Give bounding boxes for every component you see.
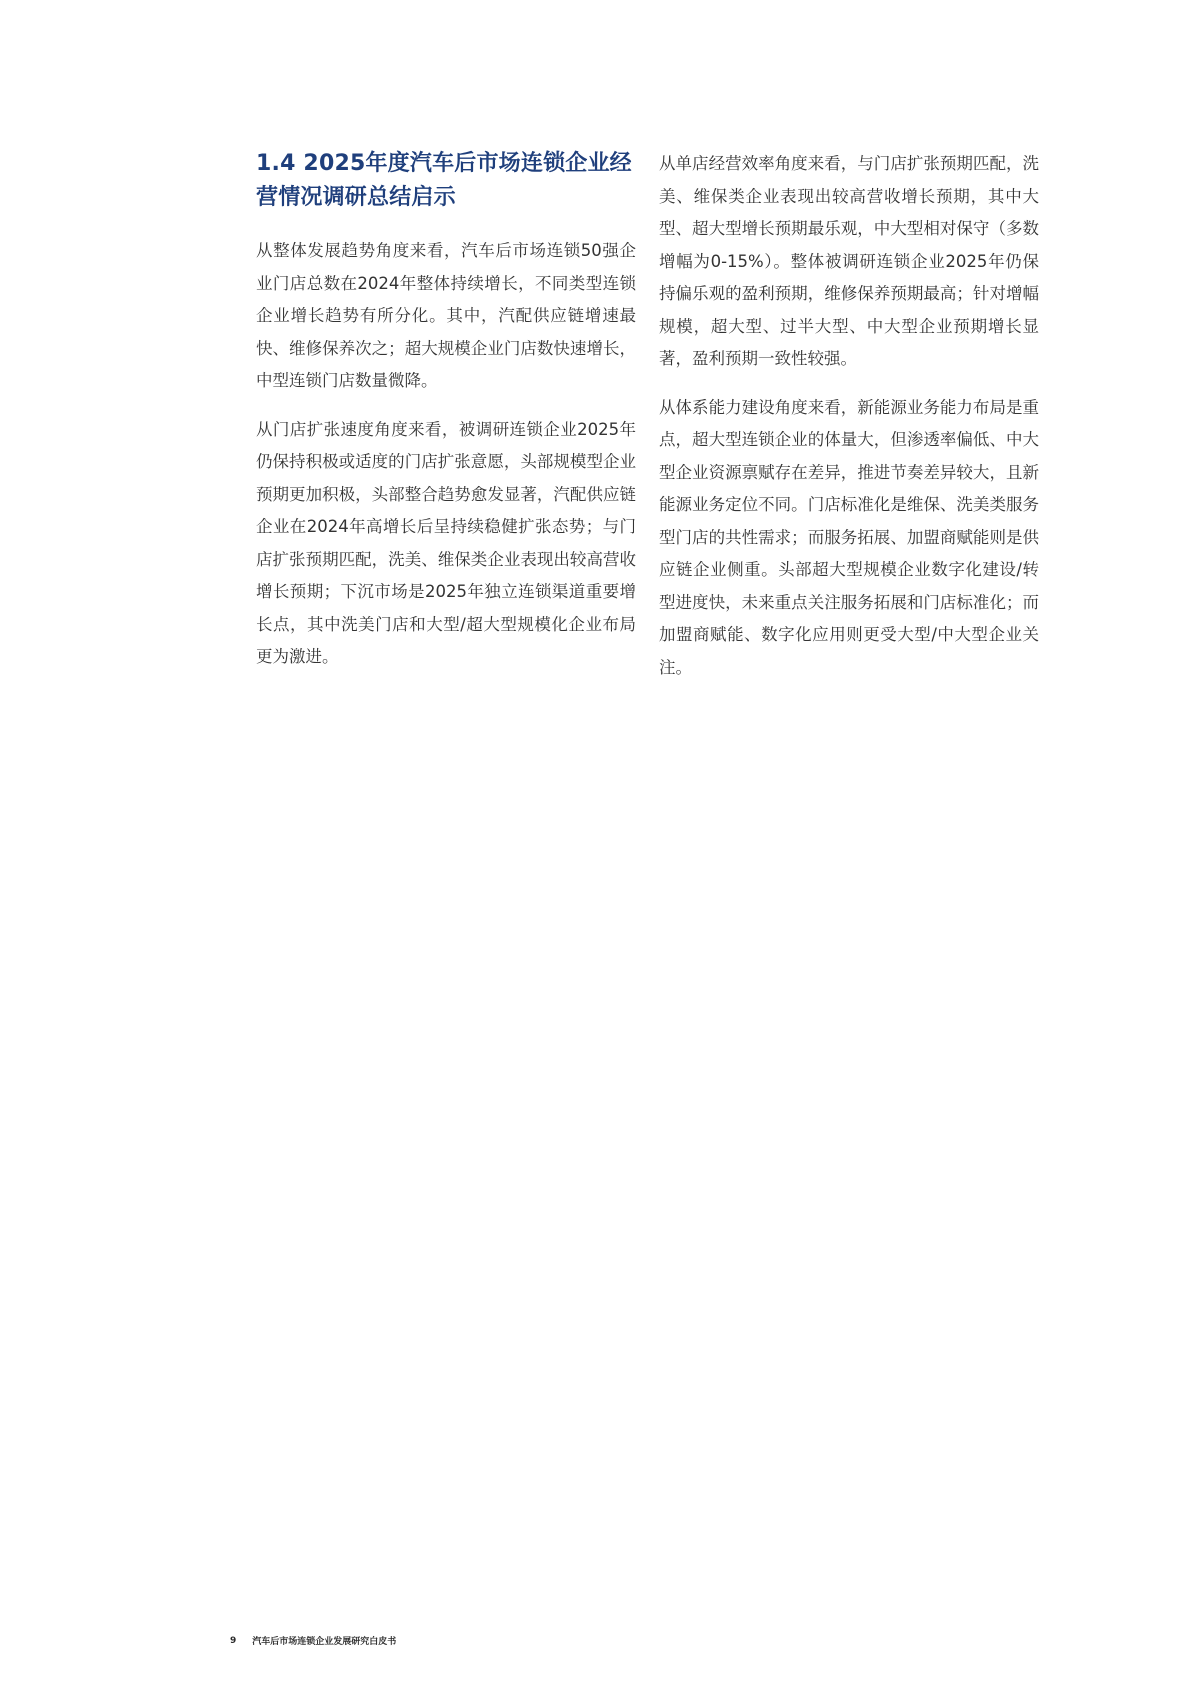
paragraph-capability-building: 从体系能力建设角度来看，新能源业务能力布局是重点，超大型连锁企业的体量大，但渗透率偏低、中大型企业资源禀赋存在差异，推进节奏差异较大，且新能源业务定位不同。门店标准化是维保、洗美类服务型门店的共性需求；而服务拓展、加盟商赋能则是供应链企业侧重。头部超大型规模企业数字化建设/转型进度快，未来重点关注服务拓展和门店标准化；而加盟商赋能、数字化应用则更受大型/中大型企业关注。 [659, 397, 1039, 677]
paragraph-store-efficiency: 从单店经营效率角度来看，与门店扩张预期匹配，洗美、维保类企业表现出较高营收增长预期，其中大型、超大型增长预期最乐观，中大型相对保守（多数增幅为0-15%）。整体被调研连锁企业2025年仍保持偏乐观的盈利预期，维修保养预期最高；针对增幅规模，超大型、过半大型、中大型企业预期增长显著，盈利预期一致性较强。 [659, 154, 1039, 368]
page-footer [230, 1634, 396, 1647]
footer-book-title: 汽车后市场连锁企业发展研究白皮书 [252, 1637, 397, 1647]
paragraph-expansion-speed: 从门店扩张速度角度来看，被调研连锁企业2025年仍保持积极或适度的门店扩张意愿，头部规模型企业预期更加积极，头部整合趋势愈发显著，汽配供应链企业在2024年高增长后呈持续稳健扩张态势；与门店扩张预期匹配，洗美、维保类企业表现出较高营收增长预期；下沉市场是2025年独立连锁渠道重要增长点，其中洗美门店和大型/超大型规模化企业布局更为激进。 [256, 419, 636, 666]
right-column [659, 148, 1039, 700]
paragraph-overall-trend: 从整体发展趋势角度来看，汽车后市场连锁50强企业门店总数在2024年整体持续增长，不同类型连锁企业增长趋势有所分化。其中，汽配供应链增速最快、维修保养次之；超大规模企业门店数快速增长，中型连锁门店数量微降。 [256, 241, 636, 390]
left-column [256, 147, 636, 690]
section-title: 1.4 2025年度汽车后市场连锁企业经营情况调研总结启示 [256, 151, 632, 210]
page-number: 9 [230, 1635, 237, 1646]
